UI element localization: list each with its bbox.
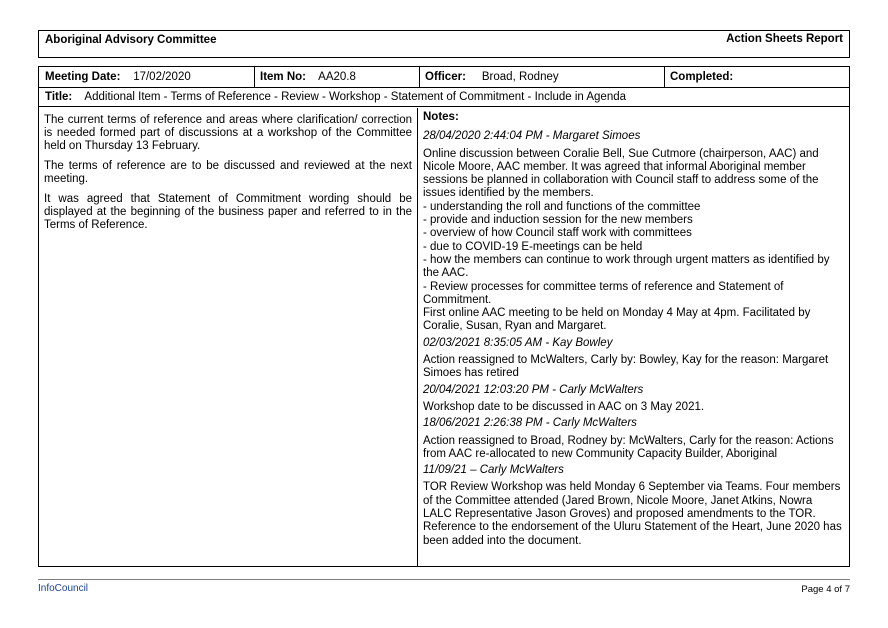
item-no-cell xyxy=(254,67,419,87)
action-sheet-table xyxy=(38,66,850,567)
note-header: 20/04/2021 12:03:20 PM - Carly McWalters xyxy=(423,383,644,396)
description-paragraph: The terms of reference are to be discussed and reviewed at the next meeting. xyxy=(44,160,412,185)
report-header xyxy=(38,30,850,58)
footer-brand: InfoCouncil xyxy=(38,583,89,594)
item-no-value: AA20.8 xyxy=(318,71,356,83)
page-number: Page 4 of 7 xyxy=(801,584,850,595)
meeting-date-cell xyxy=(39,67,254,87)
notes-column xyxy=(418,108,849,566)
note-header: 28/04/2020 2:44:04 PM - Margaret Simoes xyxy=(423,130,641,143)
report-title: Action Sheets Report xyxy=(726,33,843,45)
meeting-date-value: 17/02/2020 xyxy=(133,71,191,83)
item-no-label: Item No: xyxy=(260,71,306,83)
description-paragraph: It was agreed that Statement of Commitment wording should be displayed at the beginning of the business paper and referred to in the Terms of Reference. xyxy=(44,193,412,231)
footer-divider xyxy=(38,579,850,580)
note-body: Workshop date to be discussed in AAC on 3 May 2021. xyxy=(423,400,705,413)
note-header: 18/06/2021 2:26:38 PM - Carly McWalters xyxy=(423,417,637,430)
note-body: Online discussion between Coralie Bell, Sue Cutmore (chairperson, AAC) and Nicole Moore, AAC member. It was agreed that informal Aboriginal member sessions be planned in collaboration with Council staff to address some of the issues identified by the members. - understanding the roll and functions of the committee - provide and induction session for the new members - overview of how Council staff work with committees - due to COVID-19 E-meetings can be held - how the members can continue to work through urgent matters as identified by the AAC. - Review processes for committee terms of reference and Statement of Commitment. First online AAC meeting to be held on Monday 4 May at 4pm. Facilitated by Coralie, Susan, Ryan and Margaret. xyxy=(423,147,830,333)
note-header: 11/09/21 – Carly McWalters xyxy=(423,464,564,477)
committee-title: Aboriginal Advisory Committee xyxy=(45,34,217,46)
note-body: Action reassigned to Broad, Rodney by: McWalters, Carly for the reason: Actions from AAC re-allocated to new Community Capacity Builder, Aboriginal xyxy=(423,434,834,460)
officer-cell xyxy=(419,67,664,87)
note-header: 02/03/2021 8:35:05 AM - Kay Bowley xyxy=(423,336,613,349)
completed-label: Completed: xyxy=(670,71,734,83)
meeting-date-label: Meeting Date: xyxy=(45,71,121,83)
meta-row xyxy=(39,67,849,88)
completed-cell xyxy=(664,67,849,87)
title-label: Title: xyxy=(45,91,73,103)
title-row xyxy=(39,87,849,107)
description-paragraph: The current terms of reference and areas where clarification/ correction is needed formed part of discussions at a workshop of the Committee held on Thursday 13 February. xyxy=(44,114,412,152)
description-column xyxy=(39,108,418,566)
officer-label: Officer: xyxy=(425,71,466,83)
notes-label: Notes: xyxy=(423,111,459,123)
note-body: Action reassigned to McWalters, Carly by: Bowley, Kay for the reason: Margaret Simoes has retired xyxy=(423,354,829,380)
note-body: TOR Review Workshop was held Monday 6 September via Teams. Four members of the Committee attended (Jared Brown, Nicole Moore, Janet Atkins, Nowra LALC Representative Jason Groves) and proposed amendments to the TOR. Reference to the endorsement of the Uluru Statement of the Heart, June 2020 has been added into the document. xyxy=(423,481,842,547)
officer-value: Broad, Rodney xyxy=(481,71,559,83)
title-text: Additional Item - Terms of Reference - Review - Workshop - Statement of Commitment - Include in Agenda xyxy=(84,91,627,103)
